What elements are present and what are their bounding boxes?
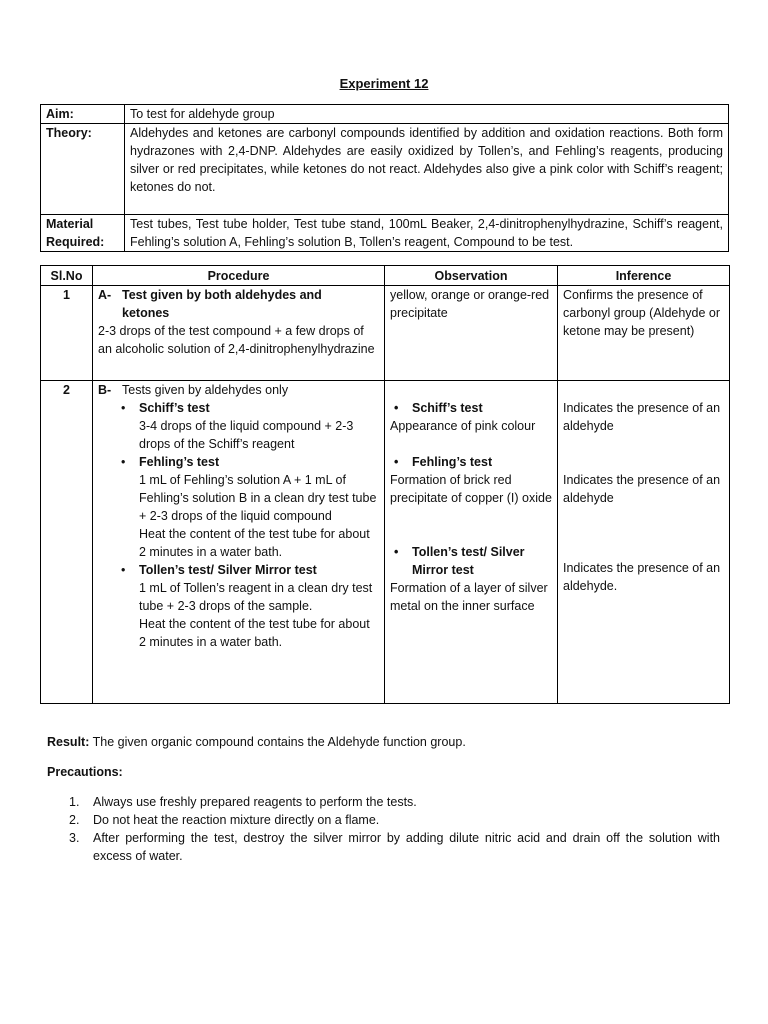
result-text: The given organic compound contains the Aldehyde function group.	[92, 735, 466, 749]
row2-slno: 2	[41, 381, 93, 704]
material-text: Test tubes, Test tube holder, Test tube stand, 100mL Beaker, 2,4-dinitrophenylhydrazine, Schiff’s reagent, Fehling’s solution A, Fehling’s solution B, Tollen’s reagent, Compound to be test.	[125, 215, 729, 252]
row1-procedure-text: 2-3 drops of the test compound + a few drops of an alcoholic solution of 2,4-dinitrophenylhydrazine	[98, 324, 375, 356]
tollen-observation-title: • Tollen’s test/ Silver Mirror test	[390, 543, 552, 579]
tollen-procedure-heat: Heat the content of the test tube for about 2 minutes in a water bath.	[139, 617, 370, 649]
row1-section-title: Test given by both aldehydes and ketones	[122, 288, 322, 320]
row2-section-prefix: B-	[98, 383, 112, 397]
schiff-title: • Schiff’s test	[139, 401, 210, 415]
header-procedure: Procedure	[93, 266, 385, 286]
tollen-inference: Indicates the presence of an aldehyde.	[563, 561, 721, 593]
tollen-procedure	[98, 561, 379, 651]
fehling-observation-title: • Fehling’s test	[390, 453, 552, 471]
aim-row	[41, 105, 729, 124]
tollen-procedure-text: 1 mL of Tollen’s reagent in a clean dry test tube + 2-3 drops of the sample.	[139, 581, 373, 613]
experiment-title: Experiment 12	[339, 76, 429, 91]
schiff-observation: Appearance of pink colour	[390, 419, 536, 433]
row1-slno: 1	[41, 286, 93, 381]
row2-inference	[558, 381, 730, 704]
theory-row	[41, 124, 729, 215]
result-line	[47, 733, 466, 751]
precaution-number: 2.	[69, 813, 80, 827]
precautions-list	[47, 793, 720, 865]
schiff-observation-title: • Schiff’s test	[390, 399, 552, 417]
precautions-heading: Precautions:	[47, 765, 123, 779]
material-row	[41, 215, 729, 252]
table-row	[41, 286, 730, 381]
precaution-number: 1.	[69, 795, 80, 809]
fehling-procedure	[98, 453, 379, 561]
theory-text: Aldehydes and ketones are carbonyl compounds identified by addition and oxidation reactions. Both form hydrazones with 2,4-DNP. Aldehydes are easily oxidized by Tollen’s, and Fehling’s reagents, producing silver or red precipitates, while ketones do not react. Aldehydes also give a pink color with Schiff’s reagent; ketones do not.	[125, 124, 729, 215]
precaution-number: 3.	[69, 831, 80, 845]
aim-text: To test for aldehyde group	[125, 105, 729, 124]
fehling-procedure-text: 1 mL of Fehling’s solution A + 1 mL of Fehling’s solution B in a clean dry test tube + 2-3 drops of the liquid compound	[139, 473, 377, 523]
row1-inference: Confirms the presence of carbonyl group (Aldehyde or ketone may be present)	[558, 286, 730, 381]
row2-observation	[385, 381, 558, 704]
list-item	[47, 829, 720, 865]
procedure-table	[40, 265, 730, 704]
precaution-text: Always use freshly prepared reagents to perform the tests.	[93, 795, 417, 809]
precaution-text: After performing the test, destroy the silver mirror by adding dilute nitric acid and drain off the solution with excess of water.	[93, 831, 720, 863]
row1-procedure	[93, 286, 385, 381]
row1-section-prefix: A-	[98, 288, 112, 302]
row2-procedure	[93, 381, 385, 704]
fehling-observation: Formation of brick red precipitate of copper (I) oxide	[390, 473, 552, 505]
row2-section-heading	[98, 381, 379, 399]
schiff-procedure-text: 3-4 drops of the liquid compound + 2-3 drops of the Schiff’s reagent	[139, 419, 354, 451]
fehling-procedure-heat: Heat the content of the test tube for about 2 minutes in a water bath.	[139, 527, 370, 559]
row2-section-title: Tests given by aldehydes only	[122, 383, 289, 397]
row1-section-heading	[98, 286, 379, 322]
fehling-inference: Indicates the presence of an aldehyde	[563, 473, 721, 505]
row2-test-list	[98, 399, 379, 651]
header-observation: Observation	[385, 266, 558, 286]
row1-observation: yellow, orange or orange-red precipitate	[385, 286, 558, 381]
header-inference: Inference	[558, 266, 730, 286]
schiff-procedure	[98, 399, 379, 453]
experiment-info-table	[40, 104, 729, 252]
list-item	[47, 811, 720, 829]
precaution-text: Do not heat the reaction mixture directly on a flame.	[93, 813, 380, 827]
table-header-row	[41, 266, 730, 286]
fehling-title: • Fehling’s test	[139, 455, 220, 469]
header-slno: Sl.No	[41, 266, 93, 286]
theory-label: Theory:	[41, 124, 125, 215]
aim-label: Aim:	[41, 105, 125, 124]
material-label: Material Required:	[41, 215, 125, 252]
list-item	[47, 793, 720, 811]
schiff-inference: Indicates the presence of an aldehyde	[563, 401, 721, 433]
table-row	[41, 381, 730, 704]
tollen-observation: Formation of a layer of silver metal on the inner surface	[390, 581, 548, 613]
result-label: Result:	[47, 735, 90, 749]
tollen-title: • Tollen’s test/ Silver Mirror test	[139, 563, 317, 577]
